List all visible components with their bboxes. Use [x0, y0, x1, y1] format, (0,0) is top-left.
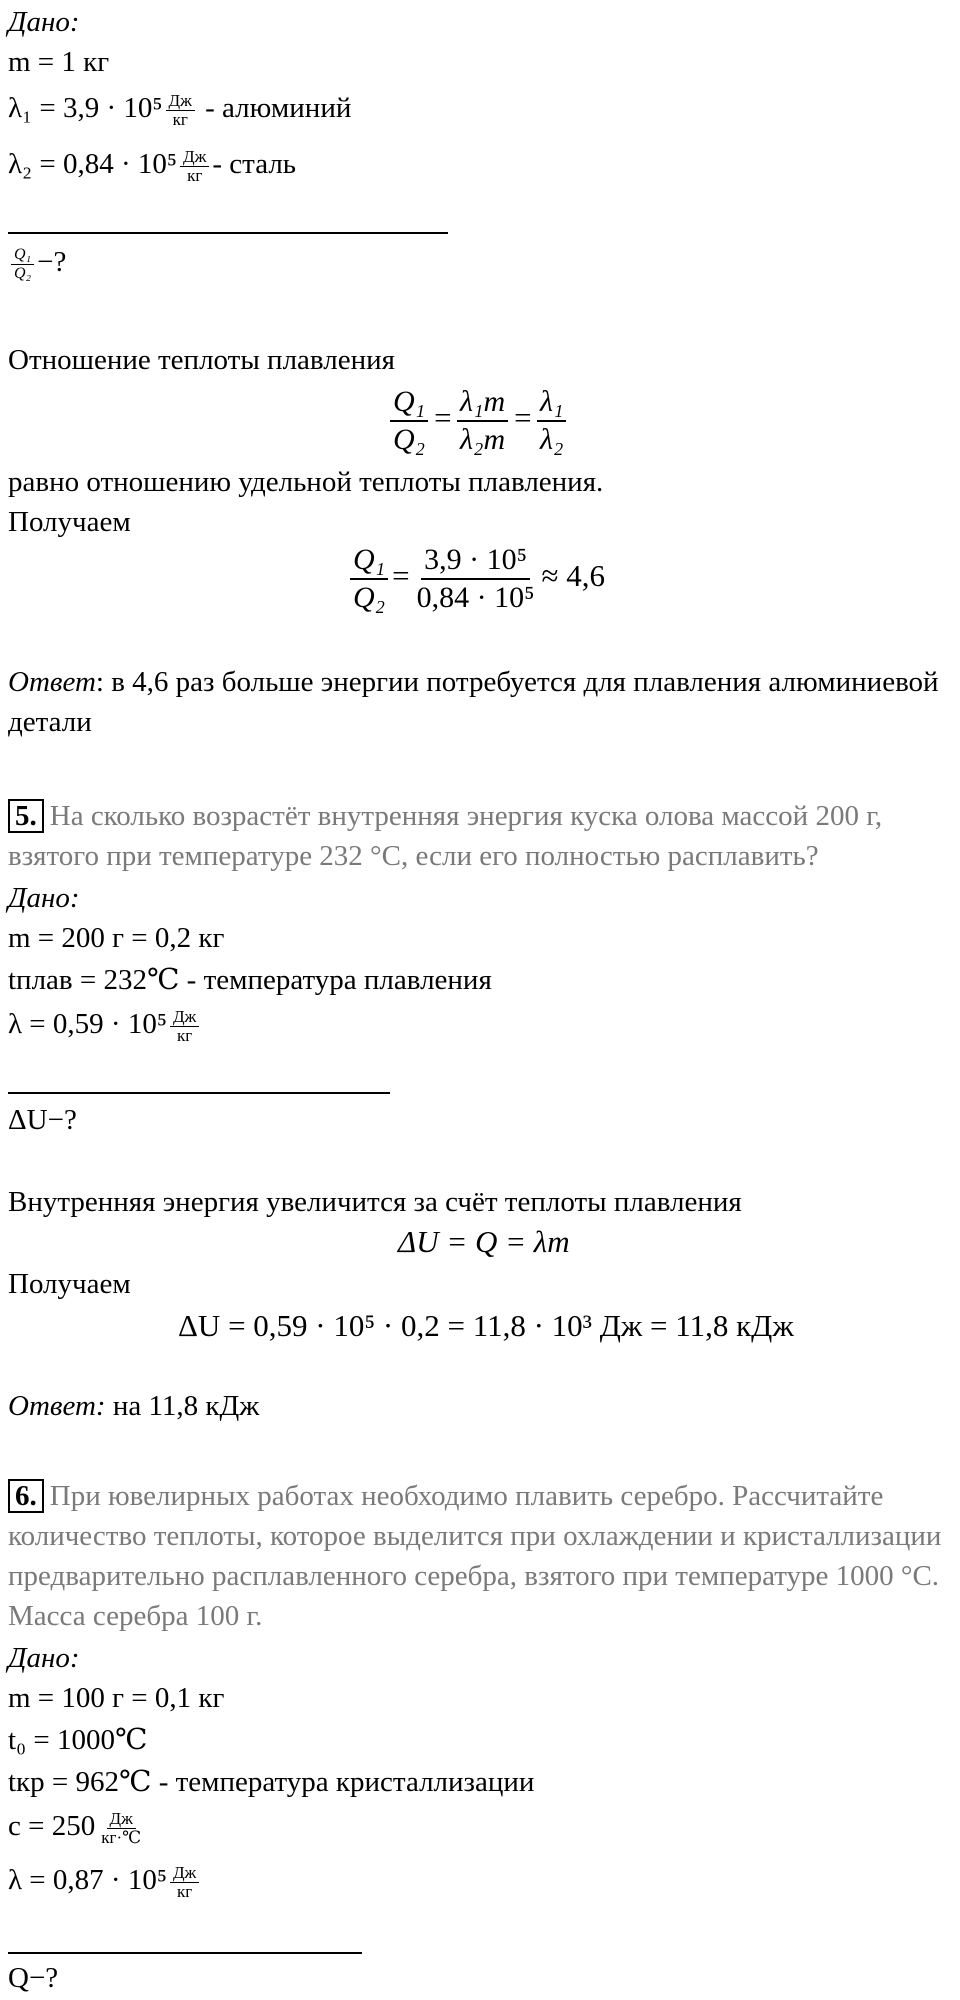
task5-lambda-unit: $\frac{Дж}{кг}$ — [170, 1008, 199, 1045]
task5-given-temp: tплав = 232℃ - температура плавления — [8, 964, 492, 996]
task6-given-tkr: tкр = 962℃ - температура кристаллизации — [8, 1766, 535, 1798]
task6-given-label: Дано: — [8, 1642, 80, 1674]
task6-find: Q−? — [8, 1962, 59, 1994]
formula-ratio-l: $\frac{\text{λ₁}}{\text{λ₂}}$ — [537, 384, 566, 458]
task6-question-line3: предварительно расплавленного серебра, взятого при температуре 1000 °С. — [8, 1560, 940, 1592]
given-label: Дано: — [8, 6, 80, 38]
given-lambda2 — [8, 146, 296, 185]
lambda2-value: λ₂ = 0,84 · 10⁵ — [8, 148, 178, 180]
task5-question-line2: взятого при температуре 232 °С, если его полностью расплавить? — [8, 840, 819, 872]
task5-answer: Ответ: на 11,8 кДж — [8, 1390, 260, 1422]
answer-label: Ответ — [8, 666, 96, 698]
find-fraction: $\frac{\text{Q₁}}{\text{Q₂}}$ — [11, 246, 34, 283]
lambda2-unit: $\frac{Дж}{кг}$ — [180, 148, 209, 185]
text-ratio-heat: Отношение теплоты плавления — [8, 344, 395, 376]
task6-c-unit: $\frac{Дж}{кг\cdot℃}$ — [101, 1808, 142, 1847]
task5-given-label: Дано: — [8, 882, 80, 914]
task6-number: 6. — [8, 1479, 44, 1513]
task6-given-t0: t₀ = 1000℃ — [8, 1724, 148, 1756]
task6-lambda-unit: $\frac{Дж}{кг}$ — [170, 1864, 199, 1901]
text-obtain-1: Получаем — [8, 506, 131, 538]
lambda1-value: λ₁ = 3,9 · 10⁵ — [8, 92, 163, 124]
formula-ratio-q: $\frac{\text{Q₁}}{\text{Q₂}}$ — [390, 384, 428, 458]
task6-question-line4: Масса серебра 100 г. — [8, 1600, 263, 1632]
lambda1-note: - алюминий — [205, 92, 352, 124]
task6-question-line1: 6. При ювелирных работах необходимо плавить серебро. Рассчитайте — [8, 1478, 883, 1514]
formula-result: $\frac{\text{Q₁}}{\text{Q₂}}$ = $\frac{\text{3,9 · 10⁵}}{\text{0,84 · 10⁵}}$ ≈ 4,6 — [346, 542, 605, 616]
task5-given-lambda: λ = 0,59 · 10⁵ $\frac{Дж}{кг}$ — [8, 1006, 202, 1045]
formula-ratio: $\frac{\text{Q₁}}{\text{Q₂}}$ = $\frac{\text{λ₁m}}{\text{λ₂m}}$ = $\frac{\text{λ₁}}{\text{λ₂}}$ — [386, 384, 570, 458]
task5-formula2: ΔU = 0,59 · 10⁵ · 0,2 = 11,8 · 10³ Дж = 11,8 кДж — [178, 1308, 794, 1343]
task5-formula1: ΔU = Q = λm — [398, 1224, 570, 1259]
formula-result-values: $\frac{\text{3,9 · 10⁵}}{\text{0,84 · 10⁵}}$ — [416, 543, 535, 614]
task6-given-mass: m = 100 г = 0,1 кг — [8, 1682, 225, 1714]
formula-ratio-lm: $\frac{\text{λ₁m}}{\text{λ₂m}}$ — [457, 384, 508, 458]
lambda1-unit: $\frac{Дж}{кг}$ — [166, 92, 195, 129]
divider-line — [8, 232, 448, 234]
task5-given-mass: m = 200 г = 0,2 кг — [8, 922, 225, 954]
answer-1: Ответ: в 4,6 раз больше энергии потребуется для плавления алюминиевой — [8, 666, 939, 698]
task5-text-internal-energy: Внутренняя энергия увеличится за счёт теплоты плавления — [8, 1186, 742, 1218]
given-mass: m = 1 кг — [8, 46, 110, 78]
task5-question-line1: 5. На сколько возрастёт внутренняя энергия куска олова массой 200 г, — [8, 798, 882, 834]
task5-text-obtain: Получаем — [8, 1268, 131, 1300]
task6-divider-line — [8, 1952, 362, 1954]
task5-divider-line — [8, 1092, 390, 1094]
task6-given-lambda: λ = 0,87 · 10⁵ $\frac{Дж}{кг}$ — [8, 1862, 202, 1901]
find-ratio: $\frac{\text{Q₁}}{\text{Q₂}}$ −? — [8, 244, 66, 283]
formula-result-q: $\frac{\text{Q₁}}{\text{Q₂}}$ — [350, 542, 388, 616]
task5-find: ΔU−? — [8, 1104, 77, 1136]
given-lambda1 — [8, 90, 351, 129]
text-equal-ratio: равно отношению удельной теплоты плавления. — [8, 466, 604, 498]
lambda2-note: - сталь — [212, 148, 297, 180]
task5-number: 5. — [8, 799, 44, 833]
task6-question-line2: количество теплоты, которое выделится при охлаждении и кристаллизации — [8, 1520, 942, 1552]
answer-1-cont: детали — [8, 706, 92, 738]
task6-given-c: c = 250 $\frac{Дж}{кг\cdot℃}$ — [8, 1808, 147, 1847]
